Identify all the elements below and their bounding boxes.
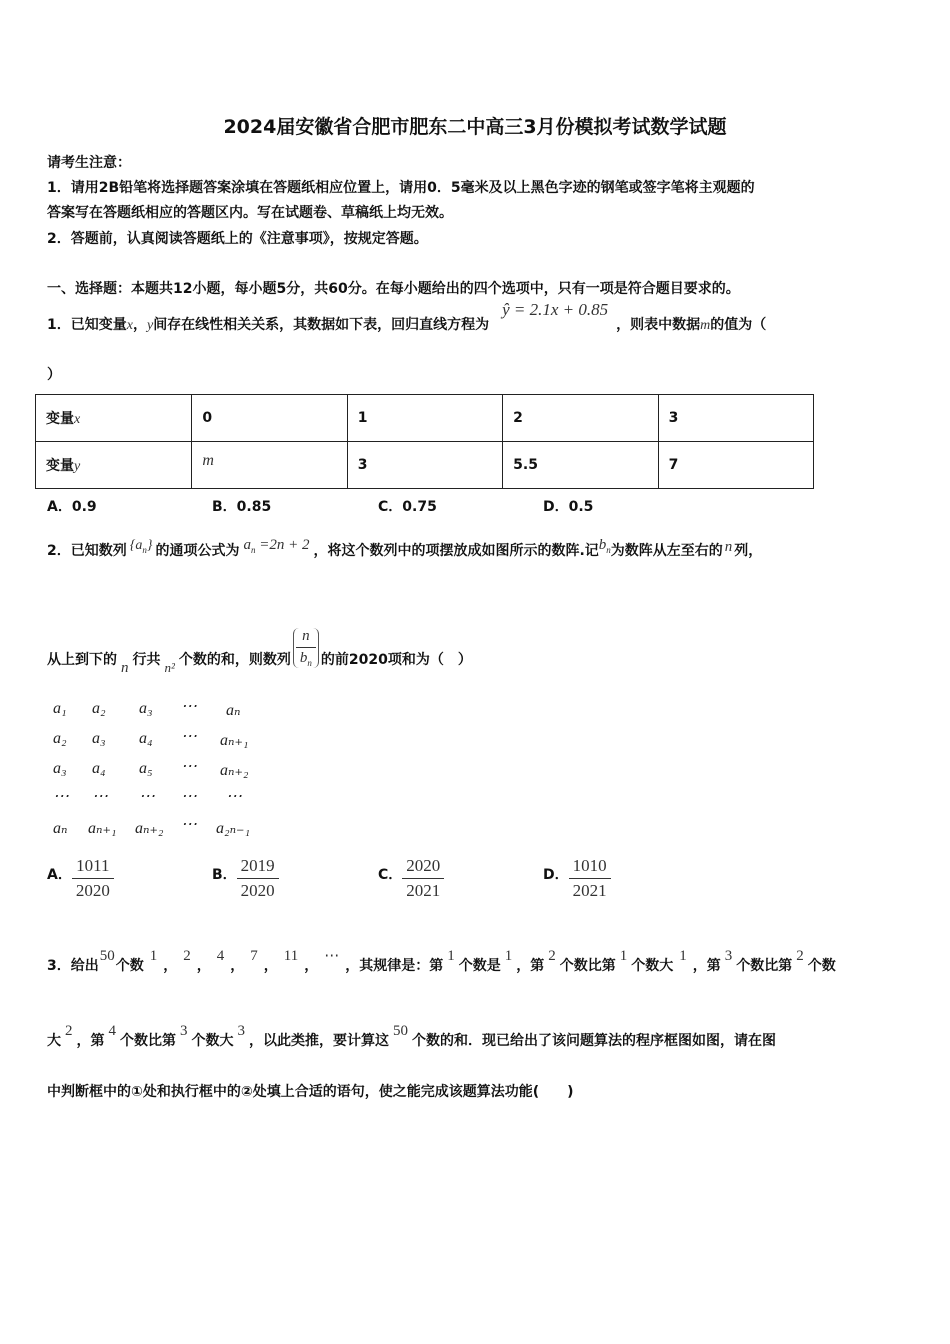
array-cell: a₄ (139, 730, 153, 747)
table-cell: 7 (658, 442, 813, 489)
q1-option-d[interactable]: D．0.5 (543, 499, 594, 515)
array-cell: ⋯ (53, 788, 69, 805)
array-cell: a₂ (53, 730, 67, 747)
array-cell: a₃ (139, 700, 153, 717)
q2-option-d[interactable]: D． $\frac{1010}{2021}$ (543, 856, 611, 901)
q1-option-a[interactable]: A．0.9 (47, 499, 97, 515)
table-cell: m (192, 442, 347, 489)
array-cell: aₙ (226, 702, 241, 719)
array-cell: ⋯ (139, 788, 155, 805)
q2-option-c[interactable]: C． $\frac{2020}{2021}$ (378, 856, 444, 901)
question-3-line3: 中判断框中的①处和执行框中的②处填上合适的语句，使之能完成该题算法功能( ) (47, 1084, 574, 1100)
array-cell: aₙ₊₁ (220, 732, 249, 749)
question-3-line1: 3．给出50个数1，2，4，7，11，⋯，其规律是：第1个数是1，第2个数比第1个数大1，第3个数比第2个数 (47, 948, 836, 974)
array-cell: ⋯ (181, 788, 197, 805)
table-cell: 5.5 (503, 442, 658, 489)
notice-heading: 请考生注意： (47, 155, 131, 171)
question-2-stem: 2．已知数列 $\{a_n\}$ 的通项公式为 $a_n =2n + 2$ ，将这个数列中的项摆放成如图所示的数阵.记$b_n$为数阵从左至右的 n 列， (47, 537, 763, 559)
q1-option-b[interactable]: B．0.85 (212, 499, 272, 515)
array-cell: aₙ₊₂ (135, 820, 164, 837)
array-cell: aₙ (53, 820, 68, 837)
table-cell: 1 (347, 395, 502, 442)
table-cell: 2 (503, 395, 658, 442)
array-cell: a₂ₙ₋₁ (216, 820, 251, 837)
array-cell: a₁ (53, 700, 67, 717)
table-cell: 0 (192, 395, 347, 442)
array-cell: ⋯ (226, 788, 242, 805)
q2-option-a[interactable]: A． $\frac{1011}{2020}$ (47, 856, 114, 901)
array-cell: a₅ (139, 760, 153, 777)
table-row (36, 442, 814, 489)
data-table (35, 394, 814, 489)
table-cell: 3 (658, 395, 813, 442)
notice-item-2: 2．答题前，认真阅读答题纸上的《注意事项》，按规定答题。 (47, 231, 428, 247)
question-1-stem: 1．已知变量x，y间存在线性相关关系，其数据如下表，回归直线方程为 ŷ = 2.1x + 0.85，则表中数据m的值为（ (47, 300, 767, 333)
array-cell: ⋯ (92, 788, 108, 805)
notice-item-1b: 答案写在答题纸相应的答题区内。写在试题卷、草稿纸上均无效。 (47, 205, 453, 221)
regression-equation: ŷ = 2.1x + 0.85 (502, 300, 609, 319)
array-cell: ⋯ (181, 728, 197, 745)
table-cell: 3 (347, 442, 502, 489)
q2-option-b[interactable]: B． $\frac{2019}{2020}$ (212, 856, 279, 901)
array-cell: ⋯ (181, 816, 197, 833)
table-cell-label: 变量y (36, 442, 192, 489)
question-1-close: ） (47, 367, 61, 383)
table-cell-label: 变量x (36, 395, 192, 442)
question-2-stem-line2: 从上到下的 n 行共 n² 个数的和，则数列 $\frac{n}{b_n}$ 的前2020项和为（ ） (47, 628, 472, 676)
section-heading: 一、选择题：本题共12小题，每小题5分，共60分。在每小题给出的四个选项中，只有一项是符合题目要求的。 (47, 281, 740, 297)
array-cell: a₃ (53, 760, 67, 777)
array-cell: aₙ₊₂ (220, 762, 249, 779)
array-cell: a₄ (92, 760, 106, 777)
array-cell: aₙ₊₁ (88, 820, 117, 837)
q1-option-c[interactable]: C．0.75 (378, 499, 437, 515)
array-cell: a₃ (92, 730, 106, 747)
page-title: 2024届安徽省合肥市肥东二中高三3月份模拟考试数学试题 (223, 116, 727, 138)
array-cell: ⋯ (181, 698, 197, 715)
array-cell: ⋯ (181, 758, 197, 775)
question-3-line2: 大2，第4个数比第3个数大3，以此类推，要计算这50个数的和．现已给出了该问题算法的程序框图如图，请在图 (47, 1023, 776, 1049)
notice-item-1a: 1．请用2B铅笔将选择题答案涂填在答题纸相应位置上，请用0．5毫米及以上黑色字迹的钢笔或签字笔将主观题的 (47, 180, 755, 196)
array-cell: a₂ (92, 700, 106, 717)
table-row (36, 395, 814, 442)
